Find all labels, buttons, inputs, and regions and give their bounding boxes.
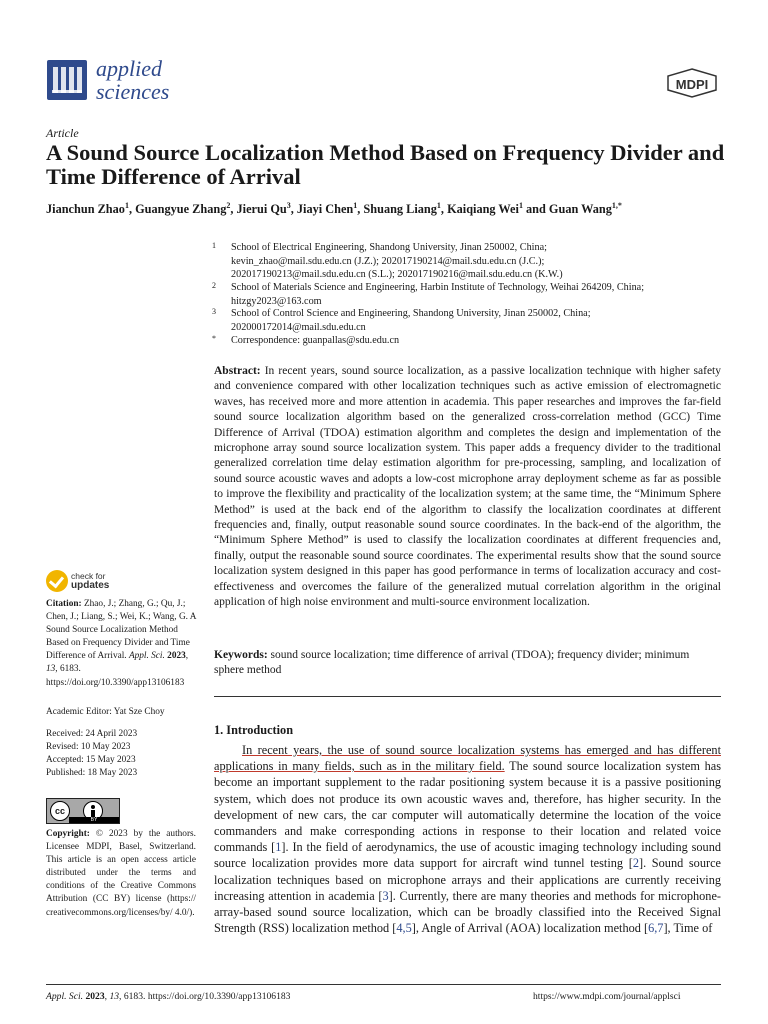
citation-link[interactable]: 1 (275, 840, 282, 855)
affiliation-3: 3 School of Control Science and Engineering, Shandong University, Jinan 250002, China; 202000172014@mail.sdu.edu.cn (212, 307, 591, 333)
check-updates-icon (46, 570, 68, 592)
abstract-text: In recent years, sound source localization, as a passive localization technique with higher safety and convenience compared with other localization techniques such as active emission of electromagnetic waves, has received more and more attention in academia. This paper researches and improves the far-field sound source localization algorithm based on the generalized cross-correlation method (GCC) Time Difference of Arrival (TDOA) estimation algorithm and completes the design and implementation of the microphone array sound source localization system. This paper adds a frequency divider to the traditional generalized correlation time delay estimation algorithm for pre-processing, sampling, and localization of sound source acoustic waves and adopts a low-cost microphone array deployment scheme as far as possible to improve the flexibility and practicality of the localization system; at the same time, the “Minimum Sphere Method” is used at the back end of the algorithm to classify the localization coordinates at different frequencies and, finally, output reasonable sound source coordinates. In the back-end of the algorithm, the “Minimum Sphere Method” is used to classify the localization coordinates at different frequencies and, finally, output the reasonable sound source coordinates. The experimental results show that the sound source localization system designed in this paper has good performance in terms of localization accuracy and cost-effectiveness and overcomes the failure of the generalized mutual correlation algorithm in the original application of high noise environment and multi-source environment localization. (214, 365, 721, 609)
author-separator: , (440, 202, 448, 217)
abstract (214, 364, 721, 611)
mdpi-logo[interactable] (666, 68, 718, 98)
keywords-text: sound source localization; time difference of arrival (TDOA); frequency divider; minimum sphere method (214, 649, 690, 677)
publication-dates (46, 728, 196, 780)
keywords (214, 648, 721, 679)
author-affiliation-mark: 2 (226, 201, 231, 210)
author-separator: , (357, 202, 364, 217)
date-received: Received: 24 April 2023 (46, 729, 138, 739)
keywords-label: Keywords: (214, 649, 268, 661)
author-name[interactable]: Shuang Liang (363, 202, 437, 217)
date-published: Published: 18 May 2023 (46, 768, 138, 779)
author-affiliation-mark: 1 (518, 201, 523, 210)
author-name[interactable]: Guangyue Zhang (135, 202, 227, 217)
introduction-paragraph: In recent years, the use of sound source localization systems has emerged and has different applications in many fields, such as in the military field. The sound source localization system has become an important supplement to the radar positioning system because it is a passive positioning system, which does not produce its own acoustic waves and, therefore, has higher security. In the development of new cars, the car computer will automatically determine the location of the voice commanders and make corresponding actions in response to their location and related voice commands [1]. In the field of aerodynamics, the use of acoustic imaging technology including sound source localization provides more data support for aircraft wind tunnel testing [2]. Sound source localization techniques based on microphone arrays and their applications are currently receiving increasing attention in academia [3]. Currently, there are many theories and methods for microphone-array-based sound source localization, which can be broadly classified into the Received Signal Strength (RSS) localization method [4,5], Angle of Arrival (AOA) localization method [6,7], Time of (214, 743, 722, 936)
citation-link[interactable]: 4,5 (396, 921, 412, 936)
footer-journal-url[interactable]: https://www.mdpi.com/journal/applsci (533, 991, 681, 1002)
author-list (46, 201, 746, 217)
citation-doi-link[interactable]: , 6183. https://doi.org/10.3390/app13106183 (46, 664, 185, 688)
author-name[interactable]: Jianchun Zhao (46, 202, 125, 217)
citation-link[interactable]: 3 (382, 888, 389, 903)
section-heading-introduction: 1. Introduction (214, 723, 294, 737)
author-separator: , (128, 202, 136, 217)
publisher-name: MDPI (675, 77, 709, 92)
author-affiliation-mark: 1 (353, 201, 358, 210)
copyright-notice: Copyright: © 2023 by the authors. Licensee MDPI, Basel, Switzerland. This article is an open access article distributed under the terms and conditions of the Creative Commons Attribution (CC BY) license (https:// creativecommons.org/licenses/by/ 4.0/). (46, 829, 196, 918)
author-name[interactable]: Kaiqiang Wei (447, 202, 519, 217)
citation-link[interactable]: 6,7 (648, 921, 664, 936)
journal-name[interactable]: applied sciences (96, 56, 170, 104)
author-affiliation-mark: 1 (124, 201, 129, 210)
journal-logo-icon (47, 60, 87, 100)
correspondence: * Correspondence: guanpallas@sdu.edu.cn (212, 334, 400, 346)
affiliation-2: 2 School of Materials Science and Engineering, Harbin Institute of Technology, Weihai 264209, China; hitzgy2023@163.com (212, 281, 645, 307)
cc-icon: cc (50, 801, 70, 821)
paper-title: A Sound Source Localization Method Based on Frequency Divider and Time Difference of Arrival (46, 140, 725, 189)
footer-citation: Appl. Sci. 2023, 13, 6183. https://doi.org/10.3390/app13106183 (46, 991, 291, 1002)
citation-link[interactable]: 2 (632, 856, 639, 871)
affiliation-1: 1 School of Electrical Engineering, Shandong University, Jinan 250002, China; kevin_zhao@mail.sdu.edu.cn (J.Z.); 202017190214@mail.sdu.edu.cn (J.C.); 202017190213@mail.sdu.edu.cn (S.L.); 202017190216@mail.sdu.edu.cn (K.W.) (212, 241, 563, 280)
academic-editor: Academic Editor: Yat Sze Choy (46, 707, 165, 717)
author-name[interactable]: Jierui Qu (236, 202, 287, 217)
check-for-updates-button[interactable]: check for updates (46, 568, 116, 594)
author-affiliation-mark: 1 (436, 201, 441, 210)
cc-by-license-badge[interactable]: cc BY (46, 798, 120, 824)
author-affiliation-mark: 1,* (611, 201, 622, 210)
author-name[interactable]: Jiayi Chen (296, 202, 354, 217)
author-separator: and (522, 202, 549, 217)
date-revised: Revised: 10 May 2023 (46, 742, 131, 753)
section-divider (214, 696, 721, 697)
abstract-label: Abstract: (214, 365, 261, 377)
author-separator: , (290, 202, 297, 217)
citation-block: Citation: Zhao, J.; Zhang, G.; Qu, J.; Chen, J.; Liang, S.; Wei, K.; Wang, G. A Sound Source Localization Method Based on Frequency Divider and Time Difference of Arrival. Appl. Sci. 2023, 13, 6183. https://doi.org/10.3390/app13106183 (46, 599, 197, 688)
highlighted-sentence: In recent years, the use of sound source localization systems has emerged and has different applications in many fields, such as in the military field. (214, 743, 721, 774)
author-separator: , (230, 202, 237, 217)
author-name[interactable]: Guan Wang (548, 202, 612, 217)
footer-divider (46, 984, 721, 985)
article-type: Article (46, 126, 79, 140)
author-affiliation-mark: 3 (286, 201, 291, 210)
date-accepted: Accepted: 15 May 2023 (46, 755, 136, 766)
